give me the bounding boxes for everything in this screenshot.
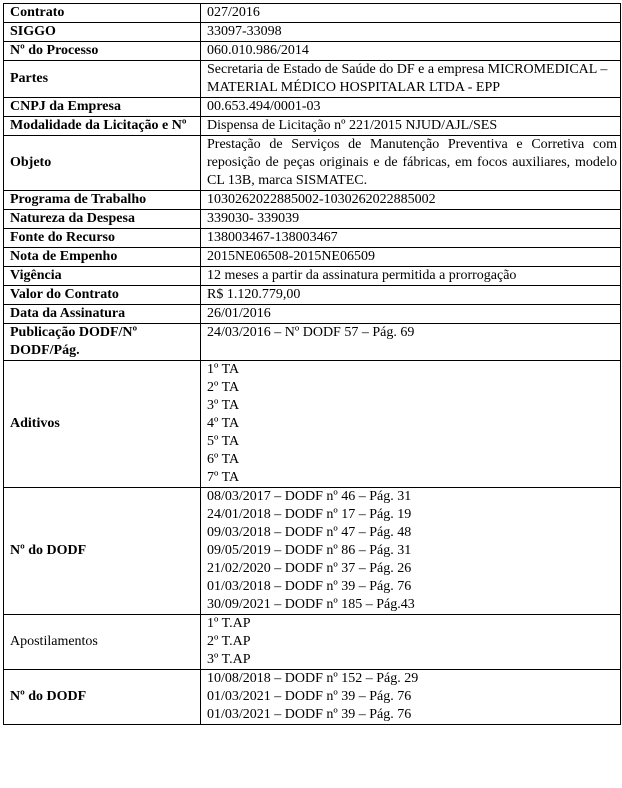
row-dodf-apostilamentos [4,670,621,725]
row-empenho [4,248,621,267]
row-partes [4,61,621,98]
label-apostilamentos: Apostilamentos [4,615,201,670]
label-processo: Nº do Processo [4,42,201,61]
dodf-item: 24/01/2018 – DODF nº 17 – Pág. 19 [207,507,412,522]
dodf-item: 01/03/2021 – DODF nº 39 – Pág. 76 [207,689,412,704]
dodf-item: 21/02/2020 – DODF nº 37 – Pág. 26 [207,561,412,576]
aditivo-item: 1º TA [207,362,240,377]
row-objeto [4,136,621,191]
label-empenho: Nota de Empenho [4,248,201,267]
value-empenho: 2015NE06508-2015NE06509 [201,248,621,267]
value-assinatura: 26/01/2016 [201,305,621,324]
value-publicacao: 24/03/2016 – Nº DODF 57 – Pág. 69 [201,324,621,361]
row-cnpj [4,98,621,117]
label-publicacao: Publicação DODF/Nº DODF/Pág. [4,324,201,361]
aditivo-item: 7º TA [207,470,240,485]
row-aditivos [4,361,621,488]
value-aditivos [201,361,621,488]
row-programa [4,191,621,210]
row-natureza [4,210,621,229]
label-modalidade: Modalidade da Licitação e Nº [4,117,201,136]
aditivo-item: 4º TA [207,416,240,431]
value-apostilamentos [201,615,621,670]
aditivo-item: 2º TA [207,380,240,395]
contract-table [3,3,621,725]
label-cnpj: CNPJ da Empresa [4,98,201,117]
apostilamento-item: 2º T.AP [207,634,251,649]
value-siggo: 33097-33098 [201,23,621,42]
label-partes: Partes [4,61,201,98]
dodf-item: 30/09/2021 – DODF nº 185 – Pág.43 [207,597,415,612]
aditivo-item: 6º TA [207,452,240,467]
row-siggo [4,23,621,42]
label-valor: Valor do Contrato [4,286,201,305]
value-valor: R$ 1.120.779,00 [201,286,621,305]
value-modalidade: Dispensa de Licitação nº 221/2015 NJUD/AJL/SES [201,117,621,136]
value-dodf-aditivos [201,488,621,615]
label-dodf-apostilamentos: Nº do DODF [4,670,201,725]
row-modalidade [4,117,621,136]
value-cnpj: 00.653.494/0001-03 [201,98,621,117]
label-fonte: Fonte do Recurso [4,229,201,248]
value-programa: 1030262022885002-1030262022885002 [201,191,621,210]
label-objeto: Objeto [4,136,201,191]
row-assinatura [4,305,621,324]
value-processo: 060.010.986/2014 [201,42,621,61]
row-vigencia [4,267,621,286]
value-objeto: Prestação de Serviços de Manutenção Preventiva e Corretiva com reposição de peças originais e de fábricas, em focos auxiliares, modelo CL 13B, marca SISMATEC. [201,136,621,191]
apostilamento-item: 3º T.AP [207,652,251,667]
aditivo-item: 5º TA [207,434,240,449]
value-fonte: 138003467-138003467 [201,229,621,248]
dodf-item: 01/03/2021 – DODF nº 39 – Pág. 76 [207,707,412,722]
value-dodf-apostilamentos [201,670,621,725]
row-apostilamentos [4,615,621,670]
apostilamento-item: 1º T.AP [207,616,251,631]
dodf-item: 01/03/2018 – DODF nº 39 – Pág. 76 [207,579,412,594]
dodf-item: 08/03/2017 – DODF nº 46 – Pág. 31 [207,489,412,504]
label-vigencia: Vigência [4,267,201,286]
label-assinatura: Data da Assinatura [4,305,201,324]
label-aditivos: Aditivos [4,361,201,488]
label-contrato: Contrato [4,4,201,23]
row-fonte [4,229,621,248]
value-contrato: 027/2016 [201,4,621,23]
row-dodf-aditivos [4,488,621,615]
dodf-item: 10/08/2018 – DODF nº 152 – Pág. 29 [207,671,419,686]
row-publicacao [4,324,621,361]
label-dodf-aditivos: Nº do DODF [4,488,201,615]
label-siggo: SIGGO [4,23,201,42]
value-vigencia: 12 meses a partir da assinatura permitida a prorrogação [201,267,621,286]
label-programa: Programa de Trabalho [4,191,201,210]
row-valor [4,286,621,305]
dodf-item: 09/05/2019 – DODF nº 86 – Pág. 31 [207,543,412,558]
row-processo [4,42,621,61]
value-natureza: 339030- 339039 [201,210,621,229]
dodf-item: 09/03/2018 – DODF nº 47 – Pág. 48 [207,525,412,540]
aditivo-item: 3º TA [207,398,240,413]
row-contrato [4,4,621,23]
label-natureza: Natureza da Despesa [4,210,201,229]
value-partes: Secretaria de Estado de Saúde do DF e a empresa MICROMEDICAL – MATERIAL MÉDICO HOSPITALAR LTDA - EPP [201,61,621,98]
